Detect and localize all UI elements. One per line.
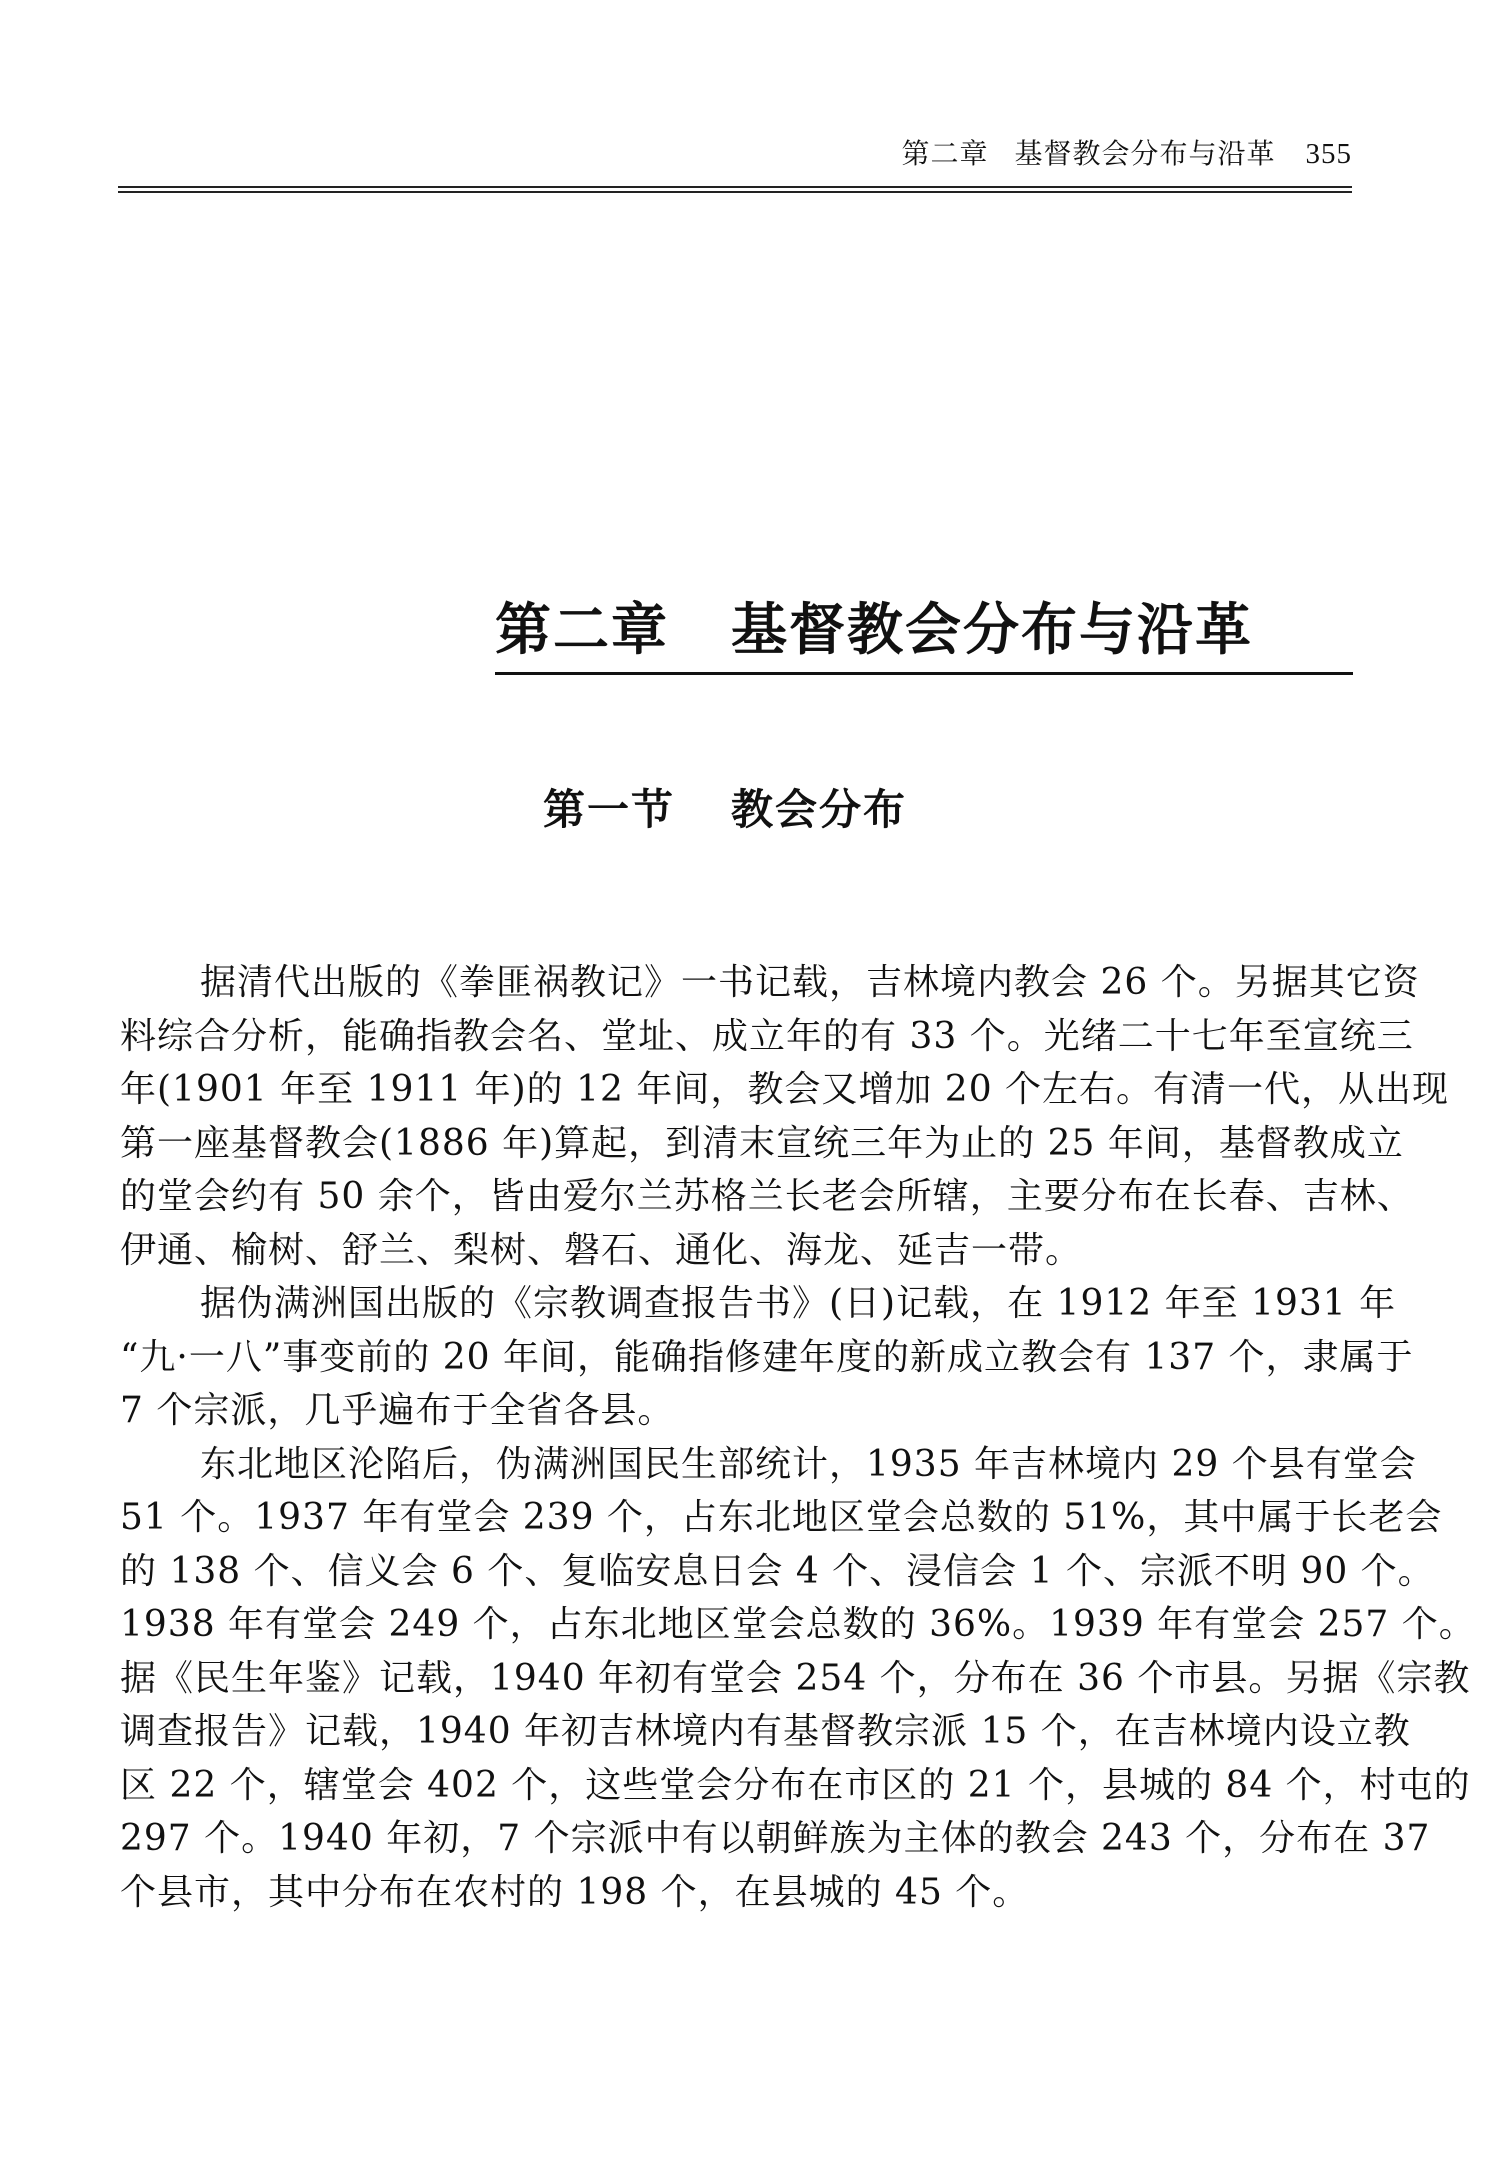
text-line: 调查报告》记载，1940 年初吉林境内有基督教宗派 15 个，在吉林境内设立教 — [120, 1711, 1411, 1752]
text-line: 第一座基督教会(1886 年)算起，到清末宣统三年为止的 25 年间，基督教成立 — [120, 1122, 1404, 1164]
paragraph — [120, 1438, 1476, 1920]
text-line: 个县市，其中分布在农村的 198 个，在县城的 45 个。 — [120, 1871, 1030, 1913]
section-number: 第一节 — [543, 785, 676, 834]
chapter-title: 基督教会分布与沿革 — [731, 598, 1253, 663]
section-title: 教会分布 — [731, 785, 908, 834]
text-line: 区 22 个，辖堂会 402 个，这些堂会分布在市区的 21 个，县城的 84 个，村屯的 — [120, 1764, 1471, 1806]
text-line: 东北地区沦陷后，伪满洲国民生部统计，1935 年吉林境内 29 个县有堂会 — [200, 1443, 1417, 1485]
running-head — [118, 136, 1352, 172]
paragraph — [120, 956, 1450, 1277]
chapter-heading — [495, 596, 1353, 666]
chapter-underline — [495, 672, 1353, 675]
text-line: 据清代出版的《拳匪祸教记》一书记载，吉林境内教会 26 个。另据其它资 — [200, 962, 1420, 1003]
section-heading — [543, 782, 907, 838]
text-line: 297 个。1940 年初，7 个宗派中有以朝鲜族为主体的教会 243 个，分布在 37 — [120, 1818, 1431, 1859]
paragraph — [120, 1277, 1414, 1438]
text-line: 据伪满洲国出版的《宗教调查报告书》(日)记载，在 1912 年至 1931 年 — [200, 1283, 1397, 1324]
running-head-title: 基督教会分布与沿革 — [1014, 137, 1276, 170]
text-line: 年(1901 年至 1911 年)的 12 年间，教会又增加 20 个左右。有清一代，从出现 — [120, 1069, 1450, 1110]
text-line: 7 个宗派，几乎遍布于全省各县。 — [120, 1390, 675, 1431]
text-line: “九·一八”事变前的 20 年间，能确指修建年度的新成立教会有 137 个，隶属于 — [120, 1336, 1414, 1378]
text-line: 料综合分析，能确指教会名、堂址、成立年的有 33 个。光绪二十七年至宣统三 — [120, 1015, 1414, 1057]
text-line: 的堂会约有 50 余个，皆由爱尔兰苏格兰长老会所辖，主要分布在长春、吉林、 — [120, 1176, 1414, 1217]
text-line: 据《民生年鉴》记载，1940 年初有堂会 254 个，分布在 36 个市县。另据《宗教 — [120, 1657, 1471, 1699]
page-number: 355 — [1305, 138, 1352, 170]
text-line: 51 个。1937 年有堂会 239 个，占东北地区堂会总数的 51%，其中属于长老会 — [120, 1497, 1443, 1538]
running-head-chapter: 第二章 — [901, 137, 989, 170]
chapter-number: 第二章 — [495, 598, 669, 663]
text-line: 的 138 个、信义会 6 个、复临安息日会 4 个、浸信会 1 个、宗派不明 90 个。 — [120, 1550, 1435, 1592]
text-line: 1938 年有堂会 249 个，占东北地区堂会总数的 36%。1939 年有堂会 257 个。 — [120, 1604, 1476, 1645]
header-double-rule — [118, 186, 1352, 193]
body-text — [120, 956, 1476, 1919]
text-line: 伊通、榆树、舒兰、梨树、磐石、通化、海龙、延吉一带。 — [120, 1229, 1083, 1271]
